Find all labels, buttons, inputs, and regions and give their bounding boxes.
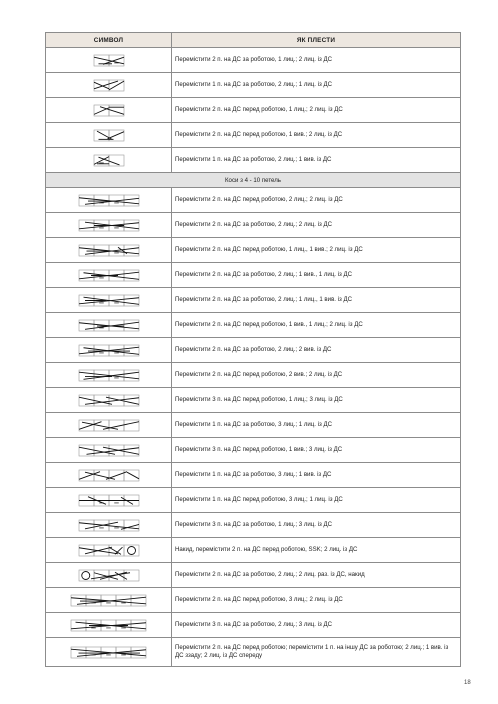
yarn-over-circle [81,571,89,579]
cable-symbol [78,219,140,232]
symbol-cell [109,545,124,556]
cable-symbol [78,544,140,557]
symbol-cell-container [46,613,172,638]
cable-symbol [78,244,140,257]
symbol-cell [94,105,109,116]
instruction-text: Перемістити 2 п. на ДС перед роботою, 1 лиц.; 2 лиц. із ДС [172,98,461,123]
cable-line [79,471,100,479]
table-row [46,288,461,313]
instruction-text: Перемістити 2 п. на ДС перед роботою, 2 вив.; 2 лиц. із ДС [172,363,461,388]
symbol-cell-container [46,488,172,513]
page-number: 18 [464,680,471,686]
yarn-over-circle [127,546,135,554]
symbol-cell-container [46,388,172,413]
cable-line [103,421,139,429]
section-title: Коси з 4 - 10 петель [46,173,461,188]
cable-symbol [78,469,140,482]
instruction-text: Перемістити 1 п. на ДС за роботою, 3 лиц.; 1 вив. із ДС [172,463,461,488]
symbol-cell-container [46,638,172,667]
cable-line [83,272,139,279]
table-row [46,338,461,363]
instruction-text: Перемістити 3 п. на ДС перед роботою, 1 вив.; 3 лиц. із ДС [172,438,461,463]
table-row [46,98,461,123]
symbol-cell [124,520,139,531]
cable-line [127,472,139,479]
table-row [46,313,461,338]
cable-symbol [70,646,147,659]
symbol-cell-container [46,538,172,563]
instruction-text: Перемістити 2 п. на ДС перед роботою, 3 лиц.; 2 лиц. із ДС [172,588,461,613]
cable-symbol [70,619,147,632]
instruction-text: Накид, перемістити 2 п. на ДС перед роботою, SSK; 2 лиц. із ДС [172,538,461,563]
symbol-cell [71,620,86,631]
cable-symbol [93,154,125,167]
table-row [46,563,461,588]
table-row [46,413,461,438]
table-row [46,438,461,463]
how-to-knit-column-header: ЯК ПЛЕСТИ [172,33,461,48]
cable-symbol [78,519,140,532]
table-row [46,513,461,538]
table-header-row [46,33,461,48]
symbol-cell-container [46,48,172,73]
cable-symbol [93,129,125,142]
section-header-row [46,173,461,188]
cable-line [82,422,118,429]
table-body [46,48,461,667]
instruction-text: Перемістити 2 п. на ДС за роботою, 2 лиц.; 2 лиц. із ДС [172,213,461,238]
symbol-cell-container [46,588,172,613]
table-row [46,638,461,667]
table-row [46,263,461,288]
symbol-cell [86,595,101,606]
table-row [46,48,461,73]
cable-symbol [78,444,140,457]
symbol-cell-container [46,463,172,488]
instruction-text: Перемістити 2 п. на ДС перед роботою, 1 лиц., 1 вив.; 2 лиц. із ДС [172,238,461,263]
instruction-text: Перемістити 1 п. на ДС перед роботою, 3 лиц.; 1 лиц. із ДС [172,488,461,513]
table-row [46,488,461,513]
symbol-cell [79,420,94,431]
instruction-text: Перемістити 3 п. на ДС за роботою, 2 лиц.; 3 лиц. із ДС [172,613,461,638]
cable-symbol [78,569,140,582]
cable-symbol [78,294,140,307]
instruction-text: Перемістити 2 п. на ДС за роботою, 1 лиц.; 2 лиц. із ДС [172,48,461,73]
symbol-cell-container [46,338,172,363]
symbol-cell [131,620,146,631]
symbol-cell-container [46,148,172,173]
symbol-cell-container [46,238,172,263]
cable-line [107,131,124,138]
symbol-cell [79,220,94,231]
instruction-text: Перемістити 2 п. на ДС за роботою, 2 лиц.; 1 вив., 1 лиц. із ДС [172,263,461,288]
symbol-cell [79,445,94,456]
cable-symbol [78,369,140,382]
symbol-cell-container [46,98,172,123]
symbol-cell [131,595,146,606]
symbol-cell-container [46,288,172,313]
symbol-cell [86,647,101,658]
symbol-cell [124,320,139,331]
table-row [46,463,461,488]
table-row [46,538,461,563]
symbol-cell [124,220,139,231]
symbol-cell-container [46,123,172,148]
knitting-symbol-table [45,32,461,667]
symbol-cell [124,245,139,256]
symbol-cell [124,395,139,406]
cable-symbol [70,594,147,607]
symbol-cell [109,55,124,66]
table-row [46,238,461,263]
cable-symbol [78,194,140,207]
symbol-cell [109,155,124,166]
symbol-cell [94,420,109,431]
instruction-text: Перемістити 1 п. на ДС за роботою, 2 лиц.; 1 вив. із ДС [172,148,461,173]
instruction-text: Перемістити 2 п. на ДС перед роботою, 2 лиц.; 2 лиц. із ДС [172,188,461,213]
instruction-text: Перемістити 2 п. на ДС перед роботою, 1 вив.; 2 лиц. із ДС [172,123,461,148]
instruction-text: Перемістити 2 п. на ДС за роботою, 2 лиц.; 2 лиц. раз. із ДС, накид [172,563,461,588]
symbol-cell-container [46,313,172,338]
symbol-column-header: СИМВОЛ [46,33,172,48]
instruction-text: Перемістити 2 п. на ДС за роботою, 2 лиц.; 2 вив. із ДС [172,338,461,363]
symbol-cell-container [46,263,172,288]
instruction-text: Перемістити 1 п. на ДС за роботою, 3 лиц.; 1 лиц. із ДС [172,413,461,438]
cable-symbol [78,319,140,332]
table-row [46,123,461,148]
instruction-text: Перемістити 2 п. на ДС за роботою, 2 лиц.; 1 лиц., 1 вив. із ДС [172,288,461,313]
cable-line [94,572,118,579]
symbol-cell [79,345,94,356]
table-row [46,588,461,613]
symbol-cell [79,520,94,531]
table-row [46,148,461,173]
cable-symbol [78,494,140,507]
table-row [46,613,461,638]
symbol-cell-container [46,438,172,463]
symbol-cell [124,420,139,431]
table-row [46,213,461,238]
symbol-cell [94,55,109,66]
symbol-cell [131,647,146,658]
cable-symbol [78,269,140,282]
symbol-cell-container [46,363,172,388]
table-row [46,388,461,413]
instruction-text: Перемістити 2 п. на ДС перед роботою; перемістити 1 п. на іншу ДС за роботою; 2 лиц.; 1 вив. із ДС ззаду; 2 лиц. із ДС спереду [172,638,461,667]
instruction-text: Перемістити 2 п. на ДС перед роботою, 1 вив., 1 лиц.; 2 лиц. із ДС [172,313,461,338]
symbol-cell-container [46,563,172,588]
cable-symbol [93,54,125,67]
instruction-text: Перемістити 3 п. на ДС перед роботою, 1 лиц.; 3 лиц. із ДС [172,388,461,413]
cable-line [85,547,112,554]
symbol-cell-container [46,513,172,538]
symbol-cell [79,545,94,556]
table-row [46,73,461,98]
instruction-text: Перемістити 1 п. на ДС за роботою, 2 лиц.; 1 лиц. із ДС [172,73,461,98]
cable-symbol [93,104,125,117]
symbol-cell [124,195,139,206]
symbol-cell-container [46,413,172,438]
symbol-cell [79,470,94,481]
cable-symbol [78,419,140,432]
cable-symbol [78,394,140,407]
table-row [46,188,461,213]
cable-symbol [93,79,125,92]
symbol-cell [124,370,139,381]
cable-line [109,81,124,90]
instruction-text: Перемістити 3 п. на ДС за роботою, 1 лиц.; 3 лиц. із ДС [172,513,461,538]
table-row [46,363,461,388]
symbol-cell-container [46,188,172,213]
symbol-cell-container [46,73,172,98]
symbol-cell-container [46,213,172,238]
cable-symbol [78,344,140,357]
